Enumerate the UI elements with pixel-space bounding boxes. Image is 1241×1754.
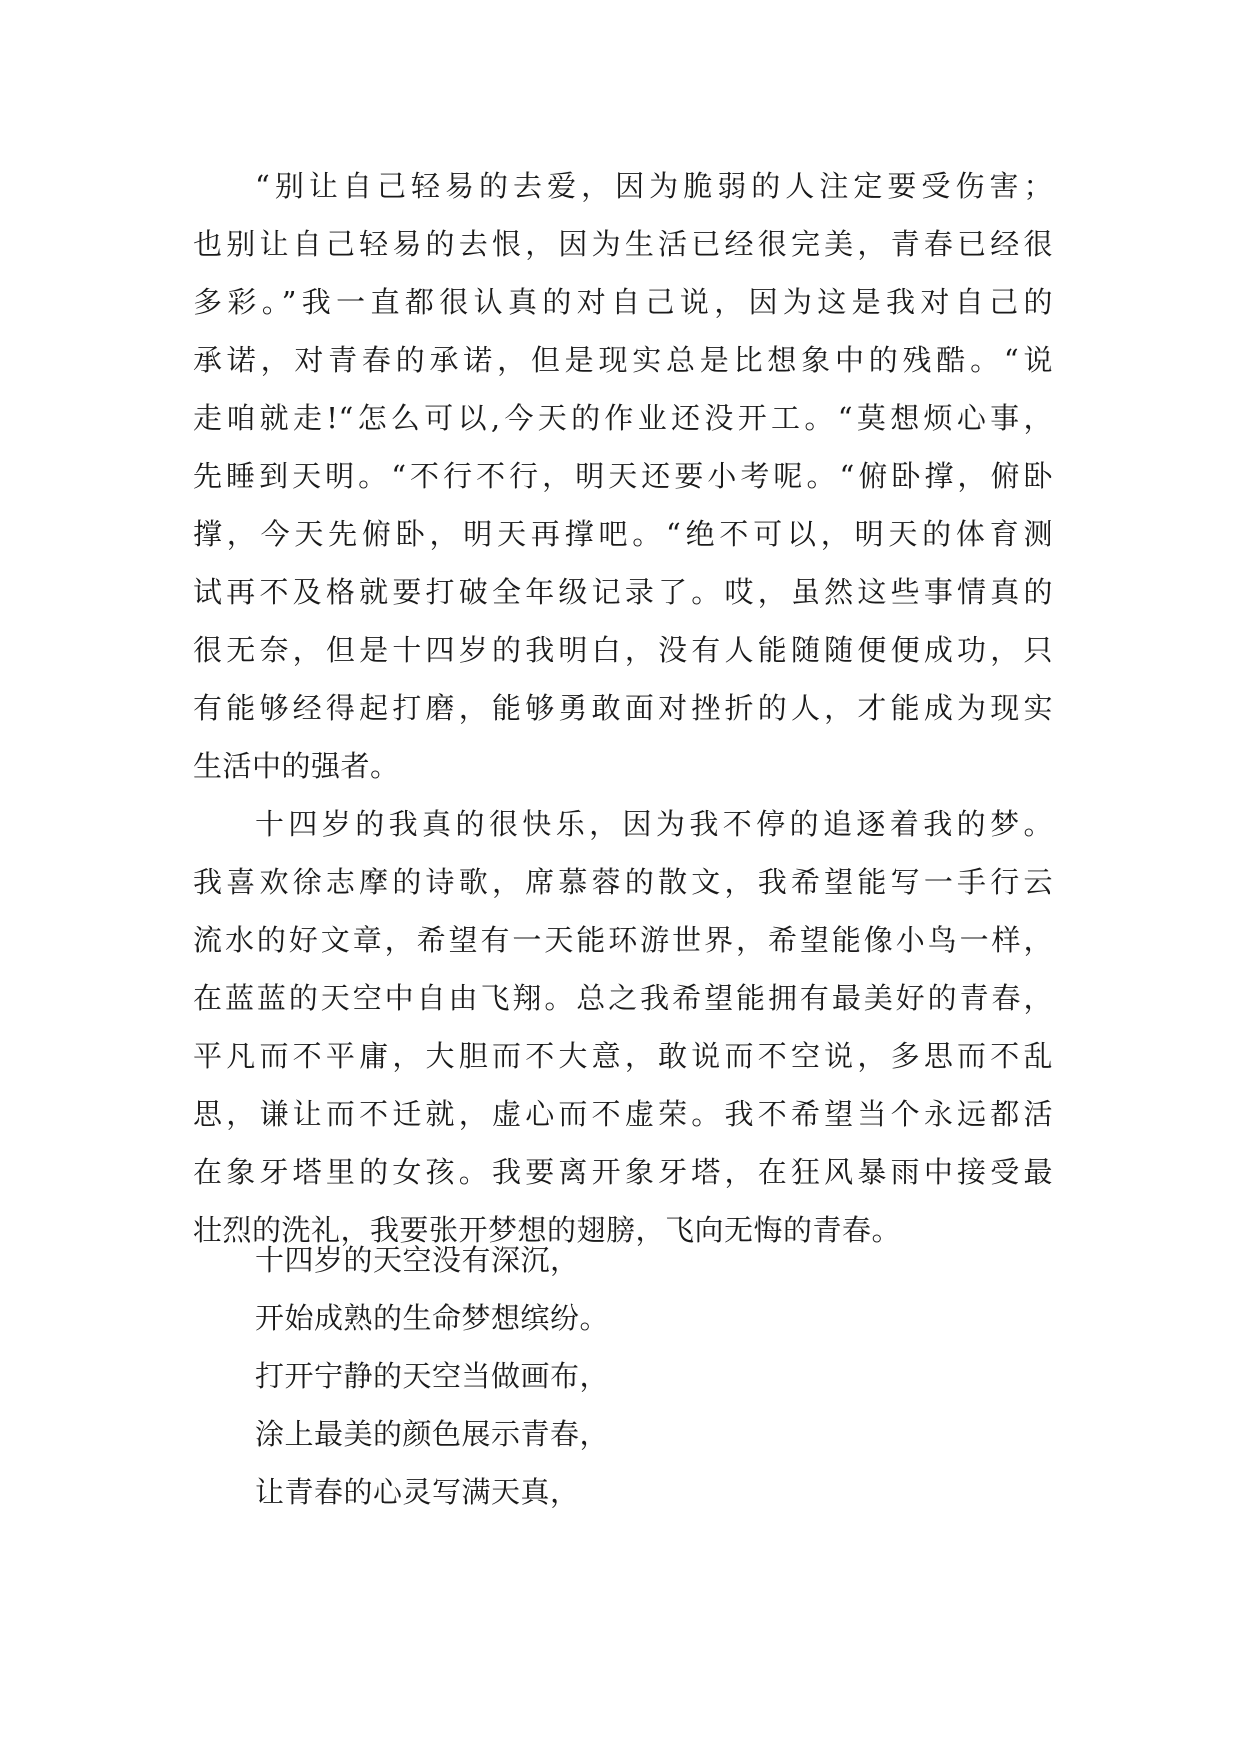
text-line: 在蓝蓝的天空中自由飞翔。总之我希望能拥有最美好的青春， <box>193 981 1053 1015</box>
poem-line: 打开宁静的天空当做画布， <box>255 1359 610 1393</box>
paragraph-2 <box>193 795 1053 1259</box>
text-line: 有能够经得起打磨，能够勇敢面对挫折的人，才能成为现实 <box>193 691 1053 725</box>
text-line: 撑，今天先俯卧，明天再撑吧。“绝不可以，明天的体育测 <box>193 517 1053 551</box>
text-line: 流水的好文章，希望有一天能环游世界，希望能像小鸟一样， <box>193 923 1053 957</box>
text-line: 平凡而不平庸，大胆而不大意，敢说而不空说，多思而不乱 <box>193 1039 1053 1073</box>
text-line: 走咱就走!“怎么可以,今天的作业还没开工。“莫想烦心事， <box>193 401 1053 435</box>
text-line: 我喜欢徐志摩的诗歌，席慕蓉的散文，我希望能写一手行云 <box>193 865 1053 899</box>
text-line: 壮烈的洗礼，我要张开梦想的翅膀，飞向无悔的青春。 <box>193 1213 902 1247</box>
poem-line: 让青春的心灵写满天真， <box>255 1475 580 1509</box>
text-line: “别让自己轻易的去爱，因为脆弱的人注定要受伤害； <box>255 169 1053 203</box>
text-line: 在象牙塔里的女孩。我要离开象牙塔，在狂风暴雨中接受最 <box>193 1155 1053 1189</box>
text-line: 试再不及格就要打破全年级记录了。哎，虽然这些事情真的 <box>193 575 1053 609</box>
text-line: 也别让自己轻易的去恨，因为生活已经很完美，青春已经很 <box>193 227 1053 261</box>
poem-block <box>255 1231 955 1521</box>
prose-body <box>193 157 1053 1259</box>
poem-line: 十四岁的天空没有深沉， <box>255 1243 580 1277</box>
text-line: 很无奈，但是十四岁的我明白，没有人能随随便便成功，只 <box>193 633 1053 667</box>
text-line: 先睡到天明。“不行不行，明天还要小考呢。“俯卧撑，俯卧 <box>193 459 1053 493</box>
text-line: 生活中的强者。 <box>193 749 400 783</box>
poem-line: 涂上最美的颜色展示青春， <box>255 1417 610 1451</box>
text-line: 思，谦让而不迁就，虚心而不虚荣。我不希望当个永远都活 <box>193 1097 1053 1131</box>
text-line: 承诺，对青春的承诺，但是现实总是比想象中的残酷。“说 <box>193 343 1053 377</box>
text-line: 十四岁的我真的很快乐，因为我不停的追逐着我的梦。 <box>255 807 1053 841</box>
poem-line: 开始成熟的生命梦想缤纷。 <box>255 1301 610 1335</box>
paragraph-1 <box>193 157 1053 795</box>
text-line: 多彩。”我一直都很认真的对自己说，因为这是我对自己的 <box>193 285 1053 319</box>
